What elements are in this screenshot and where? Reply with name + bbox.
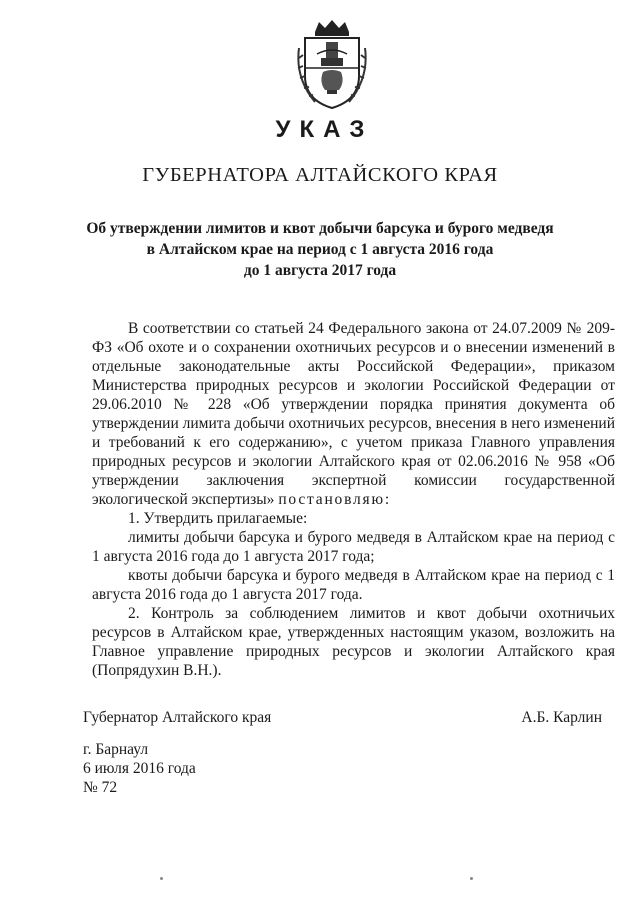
coat-of-arms-icon <box>295 18 369 110</box>
intro-text: В соответствии со статьей 24 Федерального закона от 24.07.2009 № 209-ФЗ «Об охоте и о сохранении охотничьих ресурсов и о внесении изменений в отдельные законодательные акты Российской Федерации», приказом Министерства природных ресурсов и экологии Российской Федерации от 29.06.2010 № 228 «Об утверждении порядка принятия документа об утверждении лимита добычи охотничьих ресурсов, внесения в него изменений и требований к его содержанию», с учетом приказа Главного управления природных ресурсов и экологии Алтайского края от 02.06.2016 № 958 «Об утверждении заключения экспертной комиссии государственной экологической экспертизы» <box>92 320 615 508</box>
document-type-heading: УКАЗ <box>275 116 374 143</box>
issuer-heading: ГУБЕРНАТОРА АЛТАЙСКОГО КРАЯ <box>142 164 498 186</box>
decree-word: постановляю: <box>278 491 391 508</box>
signatory-position: Губернатор Алтайского края <box>83 709 272 726</box>
item-1-quotas: квоты добычи барсука и бурого медведя в Алтайском крае на период с 1 августа 2016 года до 1 августа 2017 года. <box>92 567 615 603</box>
decree-title <box>0 218 640 281</box>
item-1-limits: лимиты добычи барсука и бурого медведя в Алтайском крае на период с 1 августа 2016 года до 1 августа 2017 года; <box>92 529 615 565</box>
title-line: в Алтайском крае на период с 1 августа 2016 года <box>146 241 494 258</box>
item-1: 1. Утвердить прилагаемые: <box>128 510 308 527</box>
place-date-number <box>83 740 196 797</box>
scan-speck <box>470 877 473 880</box>
city: г. Барнаул <box>83 741 149 758</box>
date: 6 июля 2016 года <box>83 760 196 777</box>
item-2: 2. Контроль за соблюдением лимитов и квот добычи охотничьих ресурсов в Алтайском крае, утвержденных настоящим указом, возложить на Главное управление природных ресурсов и экологии Алтайского края (Попрядухин В.Н.). <box>92 605 615 679</box>
title-line: Об утверждении лимитов и квот добычи барсука и бурого медведя <box>86 220 554 237</box>
signatory-name: А.Б. Карлин <box>521 709 602 726</box>
document-number: № 72 <box>83 779 118 796</box>
intro-paragraph <box>92 319 615 509</box>
decree-body <box>92 319 615 680</box>
scan-speck <box>160 877 163 880</box>
title-line: до 1 августа 2017 года <box>243 262 397 279</box>
